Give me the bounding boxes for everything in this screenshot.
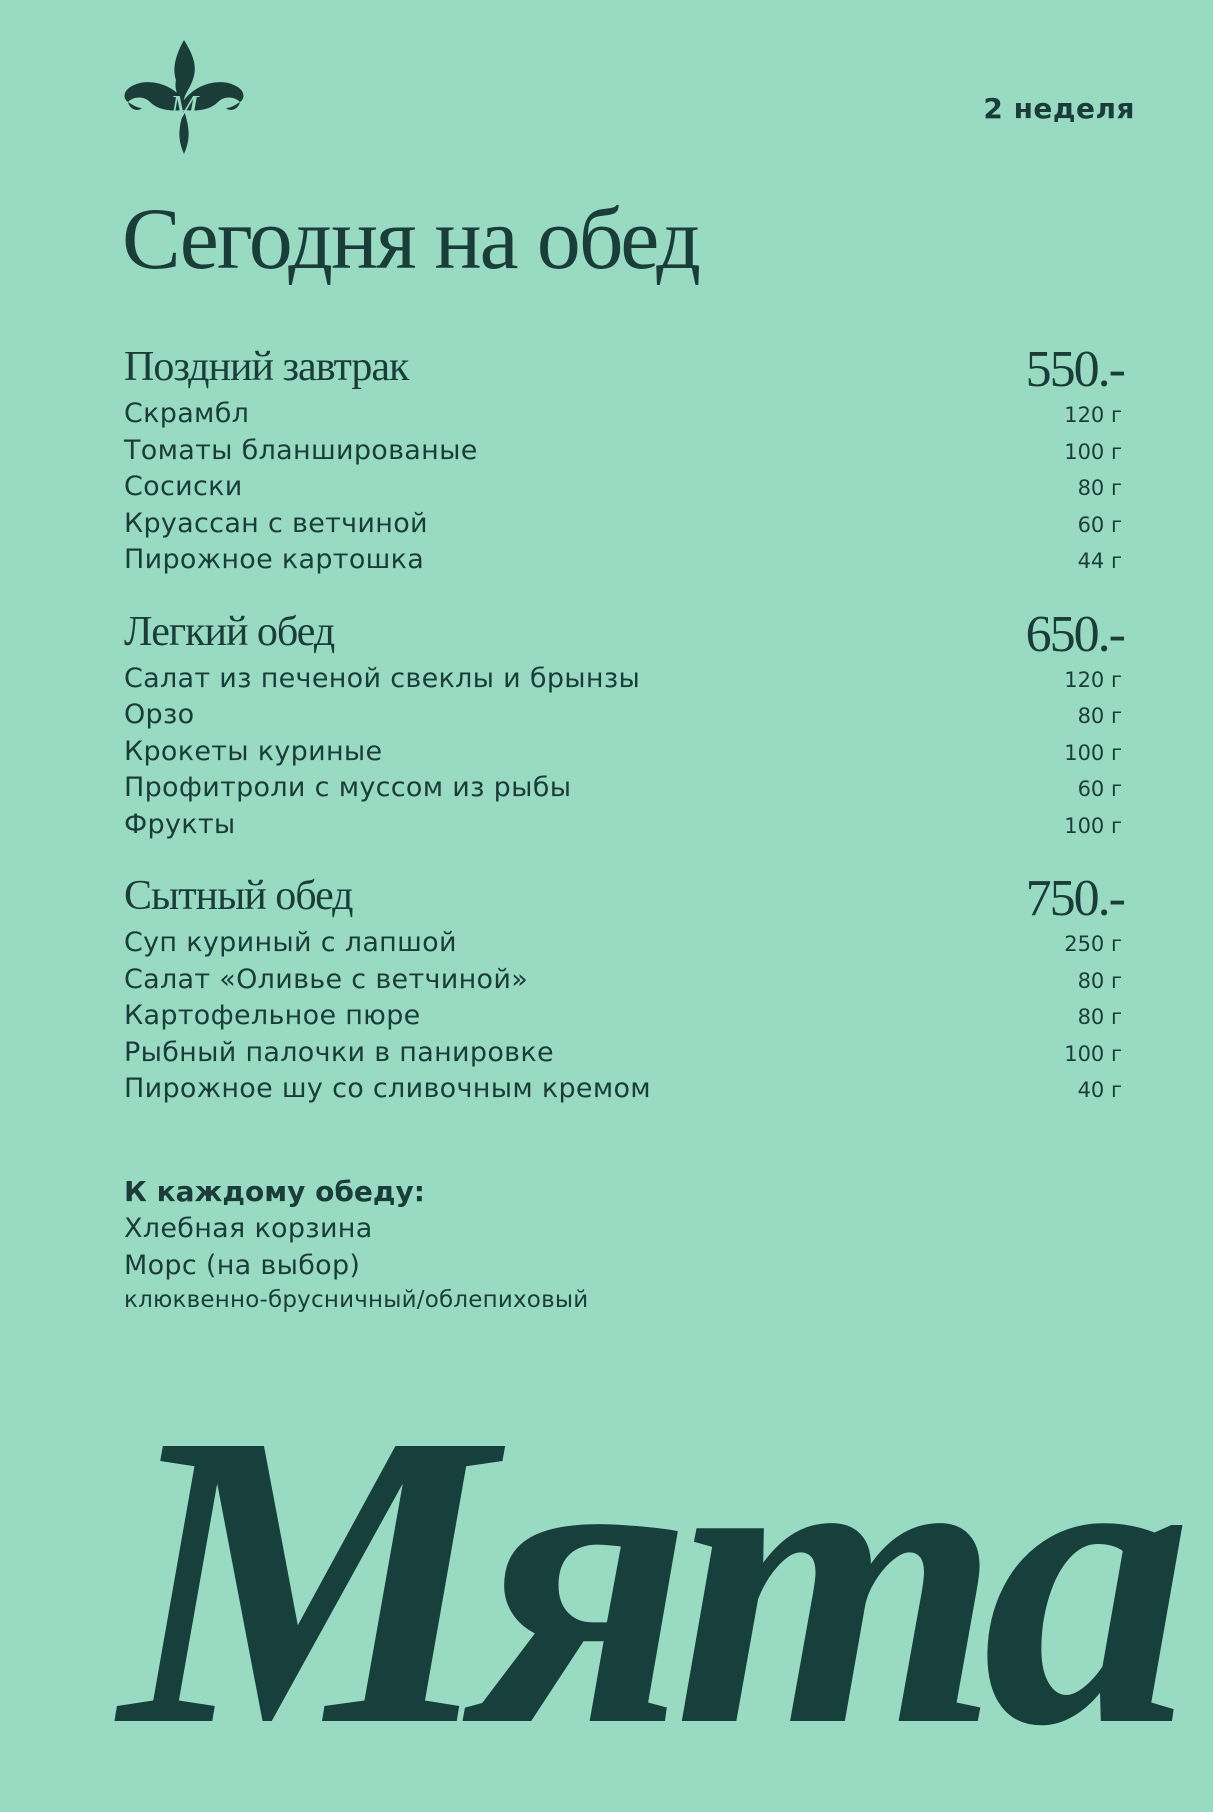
menu-section-late-breakfast — [124, 336, 1124, 581]
menu-item — [124, 699, 1124, 736]
item-name: Пирожное картошка — [124, 544, 425, 575]
section-price: 750.- — [1025, 870, 1124, 927]
menu-item — [124, 927, 1124, 964]
extras-bread: Хлебная корзина — [124, 1213, 373, 1244]
extras-drink: Морс (на выбор) — [124, 1250, 361, 1281]
menu-item — [124, 471, 1124, 508]
menu-item — [124, 398, 1124, 435]
item-weight: 100 г — [1064, 813, 1122, 838]
item-weight: 80 г — [1077, 1005, 1122, 1029]
item-name: Скрамбл — [124, 398, 250, 429]
item-weight: 80 г — [1077, 476, 1122, 500]
section-header — [124, 601, 1124, 663]
item-weight: 100 г — [1064, 740, 1122, 765]
item-weight: 100 г — [1064, 439, 1122, 464]
item-weight: 60 г — [1077, 512, 1122, 537]
page-title: Сегодня на обед — [122, 191, 699, 288]
item-weight: 60 г — [1077, 777, 1122, 801]
menu-item — [124, 772, 1124, 809]
menu-section-light-lunch — [124, 601, 1124, 846]
item-name: Фрукты — [124, 808, 236, 840]
menu-item — [124, 1037, 1124, 1074]
extras-drink-options: клюквенно-брусничный/облепиховый — [124, 1287, 589, 1313]
fleur-de-lis-logo-icon — [120, 38, 248, 156]
section-price: 650.- — [1025, 605, 1124, 663]
item-name: Рыбный палочки в панировке — [124, 1036, 554, 1068]
menu-item — [124, 1073, 1124, 1110]
menu-item — [124, 508, 1124, 545]
menu-sections — [124, 336, 1124, 1130]
menu-section-hearty-lunch — [124, 865, 1124, 1110]
menu-item — [124, 435, 1124, 472]
item-weight: 100 г — [1064, 1041, 1122, 1066]
menu-item — [124, 663, 1124, 700]
logo-monogram: M — [169, 89, 199, 126]
week-label: 2 неделя — [983, 92, 1135, 125]
brand-wordmark: Мята — [120, 1347, 1175, 1812]
item-name: Салат из печеной свеклы и брынзы — [124, 662, 641, 694]
item-weight: 250 г — [1064, 932, 1122, 956]
menu-item — [124, 736, 1124, 773]
section-header — [124, 865, 1124, 927]
section-price: 550.- — [1025, 341, 1124, 398]
menu-item — [124, 1000, 1124, 1037]
item-weight: 120 г — [1064, 403, 1122, 427]
section-name: Сытный обед — [124, 873, 353, 919]
item-name: Пирожное шу со сливочным кремом — [124, 1073, 651, 1104]
included-with-lunch — [124, 1175, 588, 1323]
item-weight: 44 г — [1077, 549, 1122, 573]
extras-title: К каждому обеду: — [124, 1175, 425, 1208]
menu-item — [124, 809, 1124, 846]
item-name: Орзо — [124, 699, 195, 730]
section-name: Легкий обед — [124, 608, 335, 655]
item-weight: 80 г — [1077, 704, 1122, 728]
item-name: Салат «Оливье с ветчиной» — [124, 963, 529, 995]
item-name: Сосиски — [124, 471, 243, 502]
item-name: Суп куриный с лапшой — [124, 927, 457, 958]
section-header — [124, 336, 1124, 398]
menu-item — [124, 544, 1124, 581]
item-weight: 40 г — [1077, 1078, 1122, 1102]
section-name: Поздний завтрак — [124, 344, 409, 390]
item-name: Профитроли с муссом из рыбы — [124, 772, 572, 803]
item-weight: 80 г — [1077, 968, 1122, 993]
item-name: Картофельное пюре — [124, 1000, 421, 1031]
item-name: Крокеты куриные — [124, 735, 383, 767]
item-weight: 120 г — [1064, 667, 1122, 692]
item-name: Круассан с ветчиной — [124, 507, 428, 539]
item-name: Томаты бланшированые — [124, 434, 478, 466]
menu-item — [124, 964, 1124, 1001]
